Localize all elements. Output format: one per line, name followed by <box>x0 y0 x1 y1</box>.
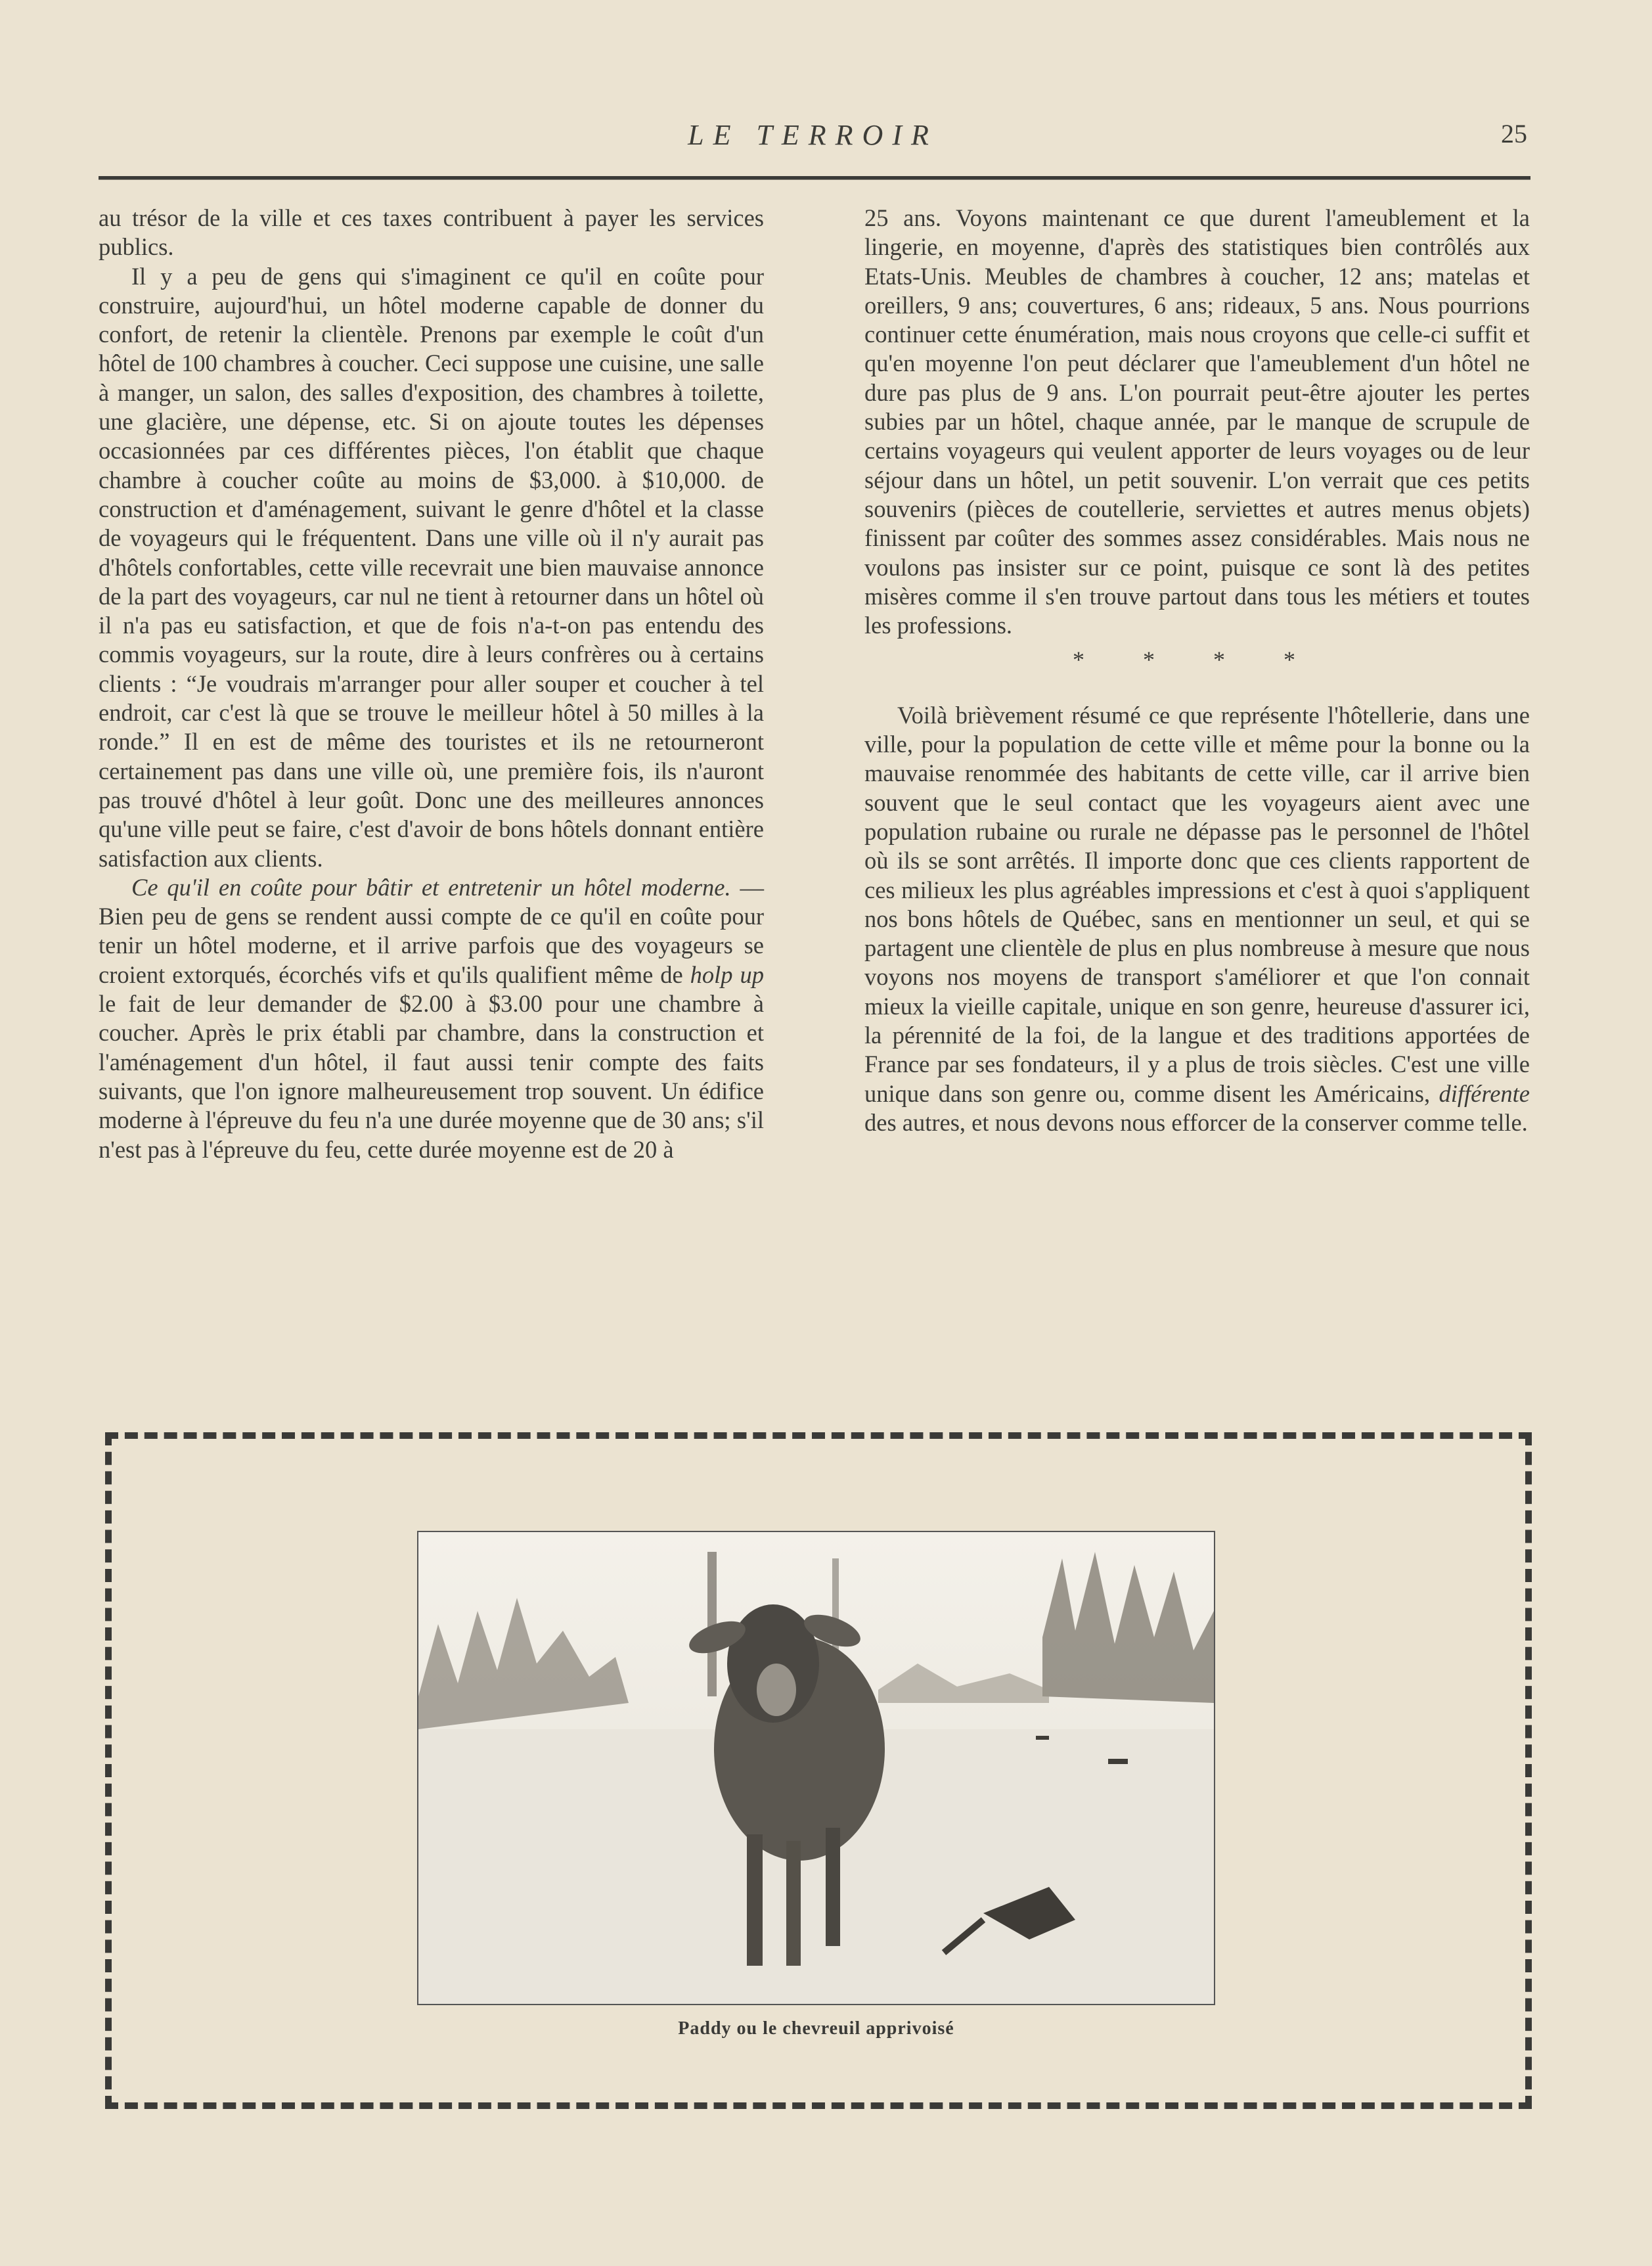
subhead-text: — Bien peu de gens se rendent aussi compte de ce qu'il en coûte pour tenir un hôtel moderne, et il arrive parfois que des voyageurs se croient extorqués, écorchés vifs et qu'ils qualifient même de <box>99 873 765 988</box>
subhead-paragraph <box>99 873 764 1164</box>
left-column <box>99 204 764 1164</box>
holdup-term: holp up <box>690 961 764 988</box>
subhead-title: Ce qu'il en coûte pour bâtir et entretenir un hôtel moderne. <box>131 873 731 901</box>
paragraph: 25 ans. Voyons maintenant ce que durent l'ameublement et la lingerie, en moyenne, d'après des statistiques bien contrôlés aux Etats-Unis. Meubles de chambres à coucher, 12 ans; matelas et oreillers, 9 ans; couvertures, 6 ans; rideaux, 5 ans. Nous pourrions continuer cette énumération, mais nous croyons que celle-ci suffit et qu'en moyenne l'on peut déclarer que l'ameublement d'un hôtel ne dure pas plus de 9 ans. L'on pourrait peut-être ajouter les pertes subies par un hôtel, chaque année, par le manque de scrupule de certains voyageurs qui veulent apporter de leurs voyages ou de leur séjour dans un hôtel, un petit souvenir. L'on verrait que ces petits souvenirs (pièces de coutellerie, serviettes et autres menus objets) finissent par coûter des sommes assez considérables. Mais nous ne voulons pas insister sur ce point, puisque ce sont là des petites misères comme il s'en trouve partout dans tous les métiers et toutes les professions. <box>864 204 1530 639</box>
paragraph <box>864 701 1530 1137</box>
subhead-text-cont: le fait de leur demander de $2.00 à $3.00 pour une chambre à coucher. Après le prix établi par chambre, dans la construction et l'aménagement d'un hôtel, il faut aussi tenir compte des faits suivants, que l'on ignore malheureusement trop souvent. Un édifice moderne à l'épreuve du feu n'a une durée moyenne que de 30 ans; s'il n'est pas à l'épreuve du feu, cette durée moyenne est de 20 à <box>99 990 764 1163</box>
paragraph-text-end: des autres, et nous devons nous efforcer de la conserver comme telle. <box>864 1108 1528 1136</box>
right-column <box>864 204 1530 1137</box>
page-number: 25 <box>1501 119 1527 148</box>
paragraph-text: Voilà brièvement résumé ce que représente l'hôtellerie, dans une ville, pour la population de cette ville et même pour la bonne ou la mauvaise renommée des habitants de cette ville, car il arrive bien souvent que le seul contact que les voyageurs aient avec une population rubaine ou rurale ne dépasse pas le personnel de l'hôtel où ils se sont arrêtés. Il importe donc que ces clients rapportent de ces milieux les plus agréables impressions et c'est à quoi s'appliquent nos bons hôtels de Québec, sans en mentionner un seul, et qui se partagent une clientèle de plus en plus nombreuse à mesure que nous voyons nos moyens de transport s'améliorer et que l'on connait mieux la vieille capitale, unique en son genre, heureuse d'assurer ici, la pérennité de la foi, de la langue et des traditions apportées de France par ses fondateurs, il y a plus de trois siècles. C'est une ville unique dans son genre ou, comme disent les Américains, <box>864 701 1530 1107</box>
page-header <box>99 118 1527 158</box>
paragraph: au trésor de la ville et ces taxes contribuent à payer les services publics. <box>99 204 764 261</box>
section-separator: * * * * <box>1073 646 1322 673</box>
figure-caption: Paddy ou le chevreuil apprivoisé <box>678 2018 954 2039</box>
deer-photo <box>417 1531 1215 2005</box>
italic-word: différente <box>1439 1079 1530 1107</box>
header-rule <box>99 176 1530 180</box>
paragraph: Il y a peu de gens qui s'imaginent ce qu'il en coûte pour construire, aujourd'hui, un hôtel moderne capable de donner du confort, de retenir la clientèle. Prenons par exemple le coût d'un hôtel de 100 chambres à coucher. Ceci suppose une cuisine, une salle à manger, un salon, des salles d'exposition, des chambres à toilette, une glacière, une dépense, etc. Si on ajoute toutes les dépenses occasionnées par ces différentes pièces, l'on établit que chaque chambre à coucher coûte au moins de $3,000. à $10,000. de construction et d'aménagement, suivant le genre d'hôtel et la classe de voyageurs qui le fréquentent. Dans une ville où il n'y aurait pas d'hôtels confortables, cette ville recevrait une bien mauvaise annonce de la part des voyageurs, car nul ne tient à retourner dans un hôtel où il n'a pas eu satisfaction, et que de fois n'a-t-on pas entendu des commis voyageurs, sur la route, dire à leurs confrères ou à certains clients : “Je voudrais m'arranger pour aller souper et coucher à tel endroit, car c'est là que se trouve le meilleur hôtel à 50 milles à la ronde.” Il en est de même des touristes et ils ne retourneront certainement pas dans une ville où, une première fois, ils n'auront pas trouvé d'hôtel à leur goût. Donc une des meilleures annonces qu'une ville peut se faire, c'est d'avoir de bons hôtels donnant entière satisfaction aux clients. <box>99 262 764 872</box>
running-title: LE TERROIR <box>688 119 938 151</box>
deer-photo-illustration <box>418 1532 1214 2004</box>
